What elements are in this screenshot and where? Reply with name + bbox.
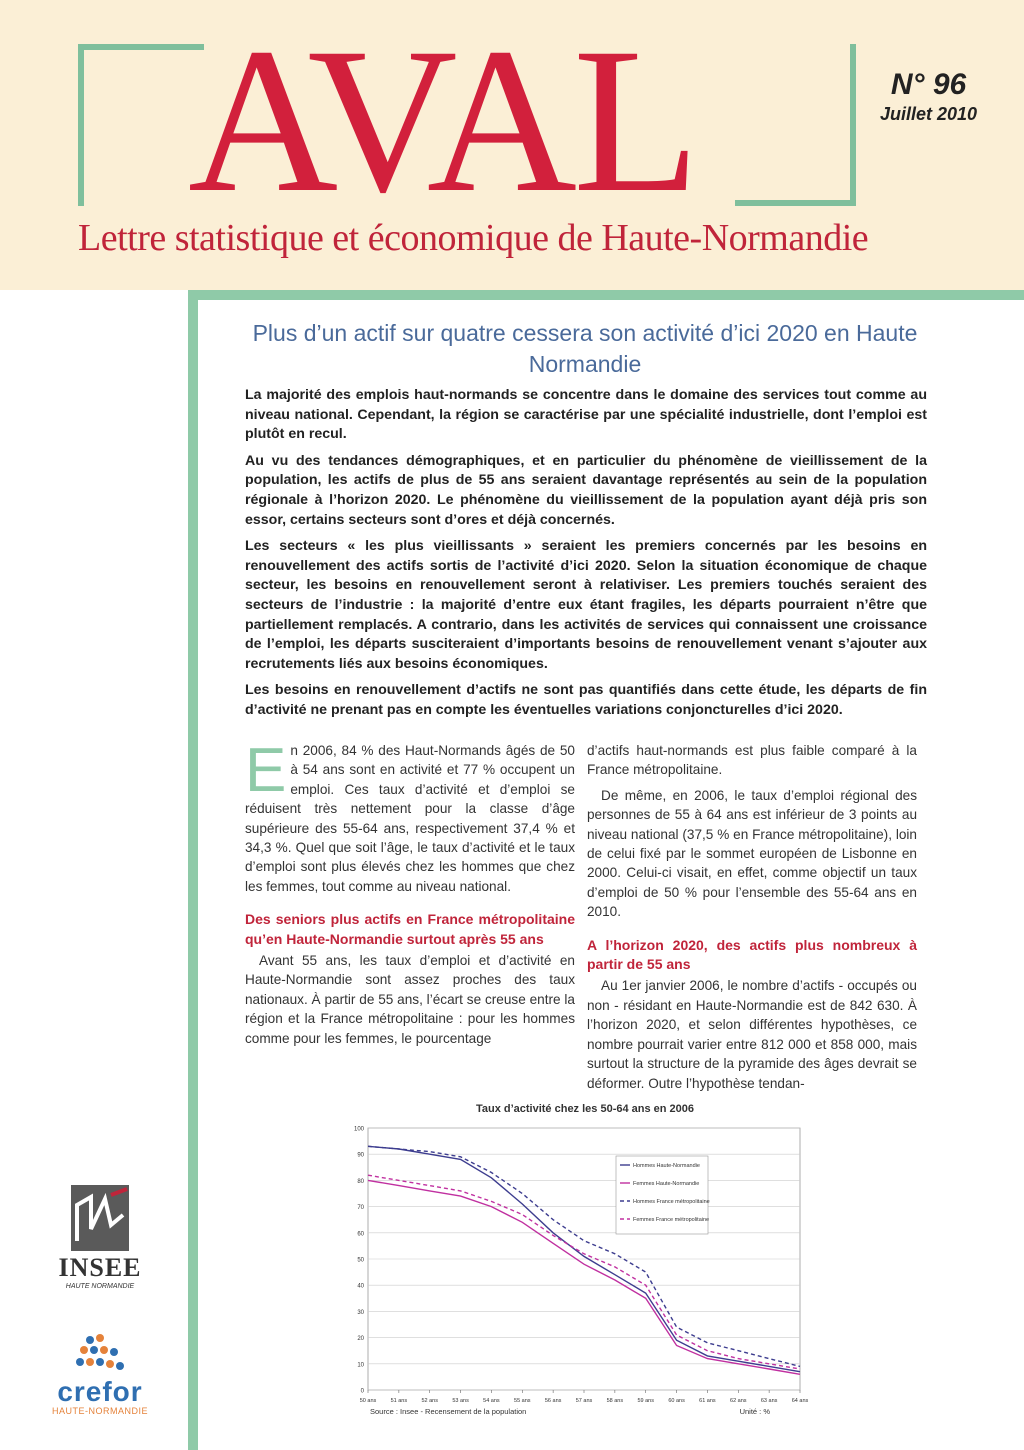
article-intro: [245, 386, 927, 728]
masthead-header: [0, 0, 1024, 290]
x-tick-label: 62 ans: [730, 1398, 747, 1404]
series-line: [368, 1175, 800, 1369]
chart-title: Taux d’activité chez les 50-64 ans en 2006: [475, 1103, 695, 1115]
body-paragraph: Au 1er janvier 2006, le nombre d’actifs - occupés ou non - résidant en Haute-Normandie est de 842 630. À l’horizon 2020, et selon différentes hypothèses, ce nombre pourrait varier entre 812 000 et 858 000, mais surtout la structure de la pyramide des âges devrait se déformer. Outre l’hypothèse tendan-: [587, 978, 917, 1091]
x-tick-label: 64 ans: [791, 1398, 809, 1404]
bracket-right-decoration: [735, 44, 856, 206]
x-tick-label: 56 ans: [544, 1398, 562, 1404]
intro-paragraph: Les besoins en renouvellement d’actifs ne sont pas quantifiés dans cette étude, les départs de fin d’activité ne prenant pas en compte les éventuelles variations conjoncturelles d’ici 2020.: [245, 682, 927, 718]
crefor-logo-block: [45, 1330, 155, 1416]
crefor-name: crefor: [57, 1376, 143, 1407]
intro-paragraph: Au vu des tendances démographiques, et en particulier du phénomène de vieillissement de la population, les actifs de plus de 55 ans seraient davantage représentés au sein de la population régionale à l’horizon 2020. Le phénomène du vieillissement de la population ayant déjà pris son essor, certains secteurs sont d’ores et déjà concernés.: [245, 452, 927, 528]
y-tick-label: 0: [360, 1388, 364, 1395]
y-tick-label: 10: [357, 1362, 364, 1369]
y-tick-label: 90: [357, 1152, 364, 1159]
body-column-right: [587, 741, 917, 1099]
body-paragraph: Avant 55 ans, les taux d’emploi et d’activité en Haute-Normandie sont assez proches des taux nationaux. À partir de 55 ans, l’écart se creuse entre la région et la France métropolitaine : pour les hommes comme pour les femmes, le pourcentage: [245, 953, 575, 1046]
issue-info: [880, 68, 977, 125]
publication-subtitle: Lettre statistique et économique de Haute-Normandie: [78, 217, 869, 259]
x-tick-label: 63 ans: [760, 1398, 778, 1404]
body-paragraph: [245, 736, 575, 896]
x-tick-label: 52 ans: [421, 1398, 438, 1404]
y-tick-label: 40: [357, 1283, 364, 1290]
issue-number: N° 96: [890, 68, 967, 101]
y-tick-label: 70: [357, 1205, 364, 1212]
y-tick-label: 50: [357, 1257, 364, 1264]
y-tick-label: 30: [357, 1309, 364, 1316]
y-tick-label: 20: [357, 1336, 364, 1343]
issue-date: Juillet 2010: [880, 104, 978, 124]
legend-label: Femmes Haute-Normandie: [633, 1181, 700, 1187]
legend-label: Hommes France métropolitaine: [633, 1199, 710, 1205]
article-title: Plus d’un actif sur quatre cessera son activité d’ici 2020 en Haute Normandie: [252, 320, 918, 377]
legend-label: Hommes Haute-Normandie: [633, 1163, 700, 1169]
x-tick-label: 59 ans: [637, 1398, 654, 1404]
drop-cap: E: [245, 736, 287, 805]
x-tick-label: 58 ans: [606, 1398, 624, 1404]
y-tick-label: 80: [357, 1178, 364, 1185]
bracket-left-decoration: [78, 44, 204, 206]
insee-logo-block: [50, 1185, 150, 1291]
section-heading: A l’horizon 2020, des actifs plus nombreux à partir de 55 ans: [587, 936, 917, 973]
body-column-left: [245, 736, 575, 1054]
x-tick-label: 60 ans: [668, 1398, 685, 1404]
legend-label: Femmes France métropolitaine: [633, 1217, 710, 1223]
activity-rate-chart: [340, 1118, 820, 1418]
crefor-subtitle: HAUTE-NORMANDIE: [51, 1406, 148, 1416]
intro-paragraph: La majorité des emplois haut-normands se concentre dans le domaine des services tout comme au niveau national. Cependant, la région se caractérise par une spécialité industrielle, dont l’emploi est plutôt en recul.: [245, 387, 927, 443]
intro-paragraph: Les secteurs « les plus vieillissants » seraient les premiers concernés par les besoins en renouvellement des actifs sortis de l’activité d’ici 2020. Selon la situation économique de chaque secteur, les besoins en renouvellement seront à relativiser. Les premiers touchés seraient des secteurs de l’industrie : la majorité d’entre eux étant fragiles, les départs pourraient n’être que partiellement remplacés. A contrario, dans les activités de services qui connaissent une croissance de l’emploi, les départs susciteraient d’importants besoins de renouvellement venant s’ajouter aux recrutements liés aux besoins économiques.: [245, 538, 927, 672]
x-tick-label: 55 ans: [514, 1398, 531, 1404]
body-paragraph: De même, en 2006, le taux d’emploi régional des personnes de 55 à 64 ans est inférieur de 3 points au niveau national (37,5 % en France métropolitaine), loin de celui fixé par le sommet européen de Lisbonne en 2000. Celui-ci visait, en effet, comme objectif un taux d’emploi de 50 % pour l’ensemble des 55-64 ans en 2010.: [587, 787, 917, 920]
x-tick-label: 51 ans: [390, 1398, 408, 1404]
insee-logo-icon: [71, 1185, 129, 1251]
y-tick-label: 100: [353, 1126, 364, 1133]
body-paragraph: d’actifs haut-normands est plus faible comparé à la France métropolitaine.: [587, 743, 917, 778]
x-tick-label: 57 ans: [575, 1398, 593, 1404]
chart-unit: Unité : %: [739, 1407, 770, 1416]
insee-subtitle: HAUTE NORMANDIE: [65, 1283, 135, 1290]
y-tick-label: 60: [357, 1231, 364, 1238]
chart-source: Source : Insee - Recensement de la population: [370, 1407, 527, 1416]
body-paragraph-text: n 2006, 84 % des Haut-Normands âgés de 50 à 54 ans sont en activité et 77 % occupent un emploi. Ces taux d’activité et d’emploi se réduisent très nettement pour la classe d’âge supérieure des 55-64 ans, respectivement 37,4 % et 34,3 %. Quel que soit l’âge, le taux d’activité et le taux d’emploi sont plus élevés chez les hommes que chez les femmes, tout comme au niveau national.: [245, 743, 575, 894]
insee-name: INSEE: [58, 1253, 142, 1282]
crefor-dots-icon: [70, 1330, 130, 1378]
x-tick-label: 50 ans: [359, 1398, 377, 1404]
series-line: [368, 1180, 800, 1374]
section-heading: Des seniors plus actifs en France métropolitaine qu’en Haute-Normandie surtout après 55 ans: [245, 911, 575, 947]
masthead-logo: AVAL: [188, 5, 697, 235]
x-tick-label: 54 ans: [483, 1398, 500, 1404]
x-tick-label: 53 ans: [452, 1398, 469, 1404]
x-tick-label: 61 ans: [699, 1398, 716, 1404]
